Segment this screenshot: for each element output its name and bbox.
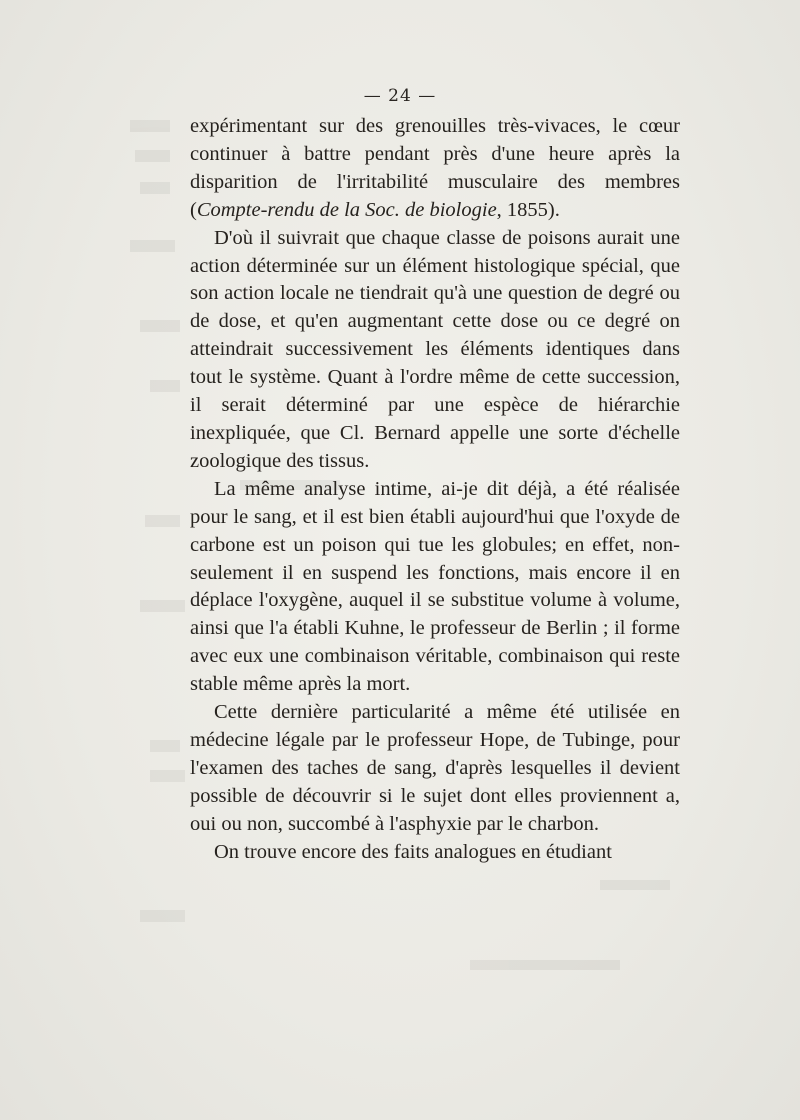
paragraph: Cette dernière particularité a même été utilisée en médecine légale par le professeur Hope, de Tubinge, pour l'examen des taches de sang, d'après lesquelles il devient possible de découvrir si le sujet dont elles proviennent a, oui ou non, succombé à l'asphyxie par le charbon. xyxy=(190,701,680,835)
page-number-header: — 24 — xyxy=(363,86,437,106)
body-text xyxy=(190,113,680,866)
paragraph: La même analyse intime, ai-je dit déjà, a été réalisée pour le sang, et il est bien établi aujourd'hui que l'oxyde de carbone est un poison qui tue les globules; en effet, non-seulement il en suspend les fonctions, mais encore il en déplace l'oxygène, auquel il se substitue volume à volume, ainsi que l'a établi Kuhne, le professeur de Berlin ; il forme avec eux une combinaison véritable, combinaison qui reste stable même après la mort. xyxy=(190,477,680,696)
paragraph-text: , 1855). xyxy=(496,198,560,221)
paragraph: On trouve encore des faits analogues en étudiant xyxy=(214,840,612,863)
paragraph: D'où il suivrait que chaque classe de poisons aurait une action déterminée sur un élément histologique spécial, que son action locale ne tiendrait qu'à une question de degré ou de dose, et qu'en augmentant cette dose ou ce degré on atteindrait successivement les éléments identiques dans tout le système. Quant à l'ordre même de cette succession, il serait déterminé par une espèce de hiérarchie inexpliquée, que Cl. Bernard appelle une sorte d'échelle zoologique des tissus. xyxy=(190,226,680,472)
paragraph xyxy=(190,113,680,225)
citation-italic: Compte-rendu de la Soc. de biologie xyxy=(196,198,497,221)
paragraph-text: expérimentant sur des grenouilles très-vivaces, le cœur continuer à battre pendant près d'une heure après la disparition de l'irritabilité musculaire des membres ( xyxy=(190,115,680,221)
